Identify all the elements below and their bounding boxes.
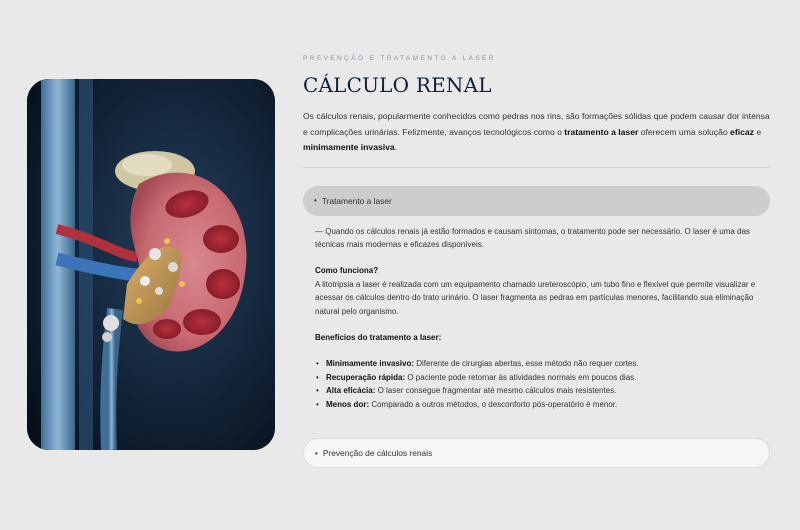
page-title: CÁLCULO RENAL [303, 73, 492, 97]
section-kicker: PREVENÇÃO E TRATAMENTO A LASER [303, 55, 496, 62]
bullet-icon: • [315, 448, 318, 458]
list-item: • Minimamente invasivo: Diferente de cirurgias abertas, esse método não requer cortes. [315, 357, 770, 370]
accordion-header-prevention[interactable] [303, 438, 770, 468]
panel-intro: — Quando os cálculos renais já estão formados e causam sintomas, o tratamento pode ser necessário. O laser é uma das técnicas mais modernas e eficazes disponíveis. [315, 226, 750, 249]
accordion-panel-laser [303, 216, 770, 411]
accordion-header-laser[interactable] [303, 186, 770, 216]
list-item: • Menos dor: Comparado a outros métodos, o desconforto pós-operatório é menor. [315, 398, 770, 411]
accordion-label: Prevenção de cálculos renais [322, 448, 433, 458]
kidney-illustration [27, 79, 275, 450]
divider [303, 167, 770, 168]
how-title: Como funciona? [315, 266, 379, 276]
benefits-list [315, 357, 770, 411]
benefits-title: Benefícios do tratamento a laser: [315, 332, 442, 342]
list-item: • Recuperação rápida: O paciente pode retornar às atividades normais em poucos dias. [315, 371, 770, 384]
intro-paragraph: Os cálculos renais, popularmente conhecidos como pedras nos rins, são formações sólidas que podem causar dor intensa e complicações urinárias. Felizmente, avanços tecnológicos como o tratamento a laser oferecem uma solução eficaz e minimamente invasiva. [303, 111, 770, 152]
list-item: • Alta eficácia: O laser consegue fragmentar até mesmo cálculos mais resistentes. [315, 384, 770, 397]
how-text: A litotripsia a laser é realizada com um equipamento chamado ureteroscópio, um tubo fino e flexível que permite visualizar e acessar os cálculos dentro do trato urinário. O laser fragmenta as pedras em partículas menores, facilitando sua eliminação natural pelo organismo. [315, 279, 756, 316]
main-content [303, 55, 770, 411]
accordion-label: Tratamento a laser [321, 195, 392, 206]
kidney-stone-image [27, 79, 275, 450]
bullet-icon: • [314, 196, 317, 205]
how-section [315, 264, 770, 318]
